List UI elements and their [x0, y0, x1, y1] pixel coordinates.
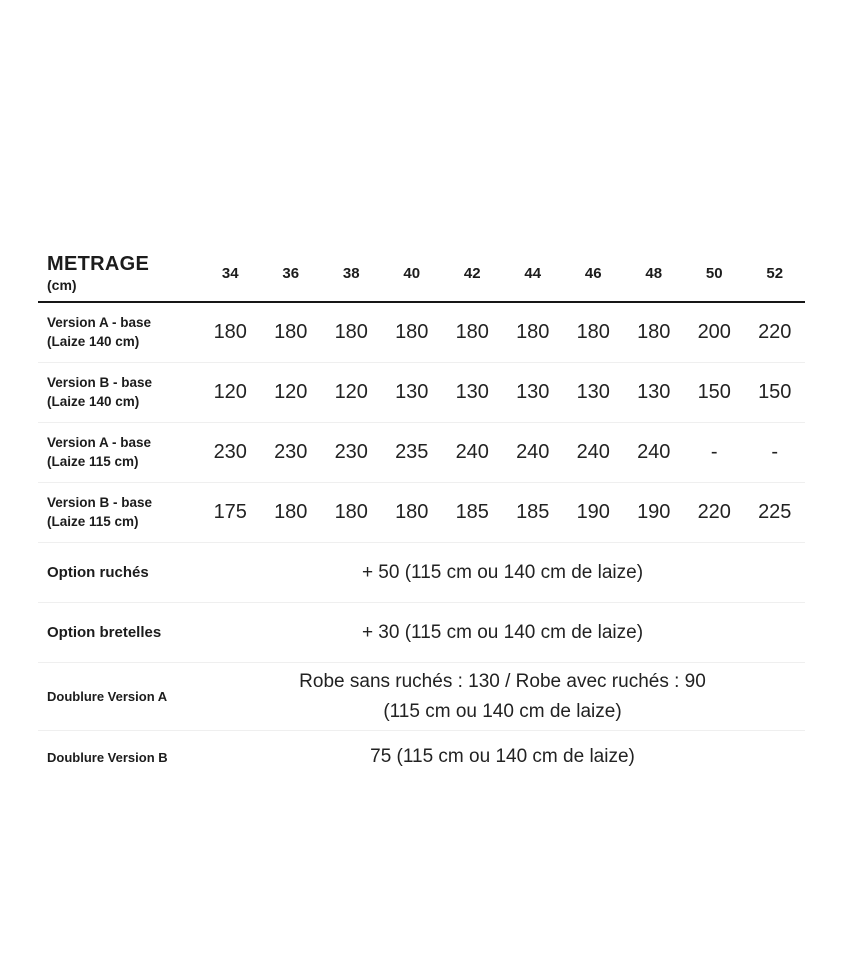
size-header-50: 50 — [705, 264, 723, 282]
cell-value: 230 — [274, 441, 308, 463]
size-header-40: 40 — [403, 264, 421, 282]
cell-value: 130 — [637, 381, 671, 403]
cell-value: 120 — [274, 381, 308, 403]
cell-value: 240 — [576, 441, 610, 463]
cell-value: 190 — [576, 501, 610, 523]
doublure-a-value-line1: Robe sans ruchés : 130 / Robe avec ruchés : 90 — [299, 671, 706, 693]
cell-value: 220 — [697, 501, 731, 523]
cell-value: 120 — [213, 381, 247, 403]
cell-value: 230 — [213, 441, 247, 463]
doublure-b-value: 75 (115 cm ou 140 cm de laize) — [370, 746, 635, 768]
cell-value: 180 — [274, 321, 308, 343]
cell-value: - — [710, 441, 718, 463]
cell-value: 185 — [455, 501, 489, 523]
cell-value: 130 — [395, 381, 429, 403]
size-header-44: 44 — [524, 264, 542, 282]
cell-value: - — [771, 441, 779, 463]
cell-value: 150 — [758, 381, 792, 403]
cell-value: 240 — [516, 441, 550, 463]
cell-value: 180 — [213, 321, 247, 343]
cell-value: 175 — [213, 501, 247, 523]
cell-value: 180 — [576, 321, 610, 343]
cell-value: 240 — [637, 441, 671, 463]
table-title: METRAGE — [47, 252, 150, 275]
cell-value: 130 — [576, 381, 610, 403]
cell-value: 190 — [637, 501, 671, 523]
size-header-42: 42 — [463, 264, 481, 282]
row-label-doublure-b: Doublure Version B — [47, 749, 168, 765]
table-header-row — [38, 245, 805, 303]
cell-value: 180 — [637, 321, 671, 343]
doublure-a-value-line2: (115 cm ou 140 cm de laize) — [383, 700, 622, 722]
cell-value: 235 — [395, 441, 429, 463]
row-label-version-b-115: Version B - base (Laize 115 cm) — [47, 494, 153, 529]
row-label-version-a-115: Version A - base (Laize 115 cm) — [47, 434, 152, 469]
table-title-unit: (cm) — [47, 276, 77, 293]
row-label-doublure-a: Doublure Version A — [47, 689, 168, 704]
table-row-doublure-b — [38, 731, 805, 783]
cell-value: 225 — [758, 501, 792, 523]
cell-value: 230 — [334, 441, 368, 463]
size-header-36: 36 — [282, 264, 300, 282]
size-header-38: 38 — [342, 264, 360, 282]
table-row-option-ruches — [38, 543, 805, 603]
table-row — [38, 423, 805, 483]
doublure-a-value — [200, 667, 805, 726]
cell-value: 240 — [455, 441, 489, 463]
cell-value: 120 — [334, 381, 368, 403]
option-bretelles-value: + 30 (115 cm ou 140 cm de laize) — [361, 621, 644, 643]
row-label-version-a-140: Version A - base (Laize 140 cm) — [47, 314, 152, 349]
cell-value: 180 — [334, 501, 368, 523]
size-header-34: 34 — [221, 264, 239, 282]
cell-value: 220 — [758, 321, 792, 343]
table-row — [38, 483, 805, 543]
option-ruches-value: + 50 (115 cm ou 140 cm de laize) — [361, 561, 644, 583]
cell-value: 130 — [455, 381, 489, 403]
table-row — [38, 363, 805, 423]
cell-value: 180 — [516, 321, 550, 343]
cell-value: 180 — [334, 321, 368, 343]
table-row — [38, 303, 805, 363]
cell-value: 180 — [455, 321, 489, 343]
cell-value: 200 — [697, 321, 731, 343]
row-label-option-bretelles: Option bretelles — [47, 624, 162, 641]
table-title-cell — [38, 253, 200, 293]
cell-value: 185 — [516, 501, 550, 523]
cell-value: 180 — [395, 321, 429, 343]
size-header-48: 48 — [645, 264, 663, 282]
row-label-version-b-140: Version B - base (Laize 140 cm) — [47, 374, 153, 409]
cell-value: 180 — [395, 501, 429, 523]
table-row-option-bretelles — [38, 603, 805, 663]
cell-value: 150 — [697, 381, 731, 403]
table-row-doublure-a — [38, 663, 805, 731]
size-header-46: 46 — [584, 264, 602, 282]
row-label-option-ruches: Option ruchés — [47, 564, 149, 581]
size-header-52: 52 — [766, 264, 784, 282]
cell-value: 130 — [516, 381, 550, 403]
metrage-table — [38, 245, 805, 783]
cell-value: 180 — [274, 501, 308, 523]
